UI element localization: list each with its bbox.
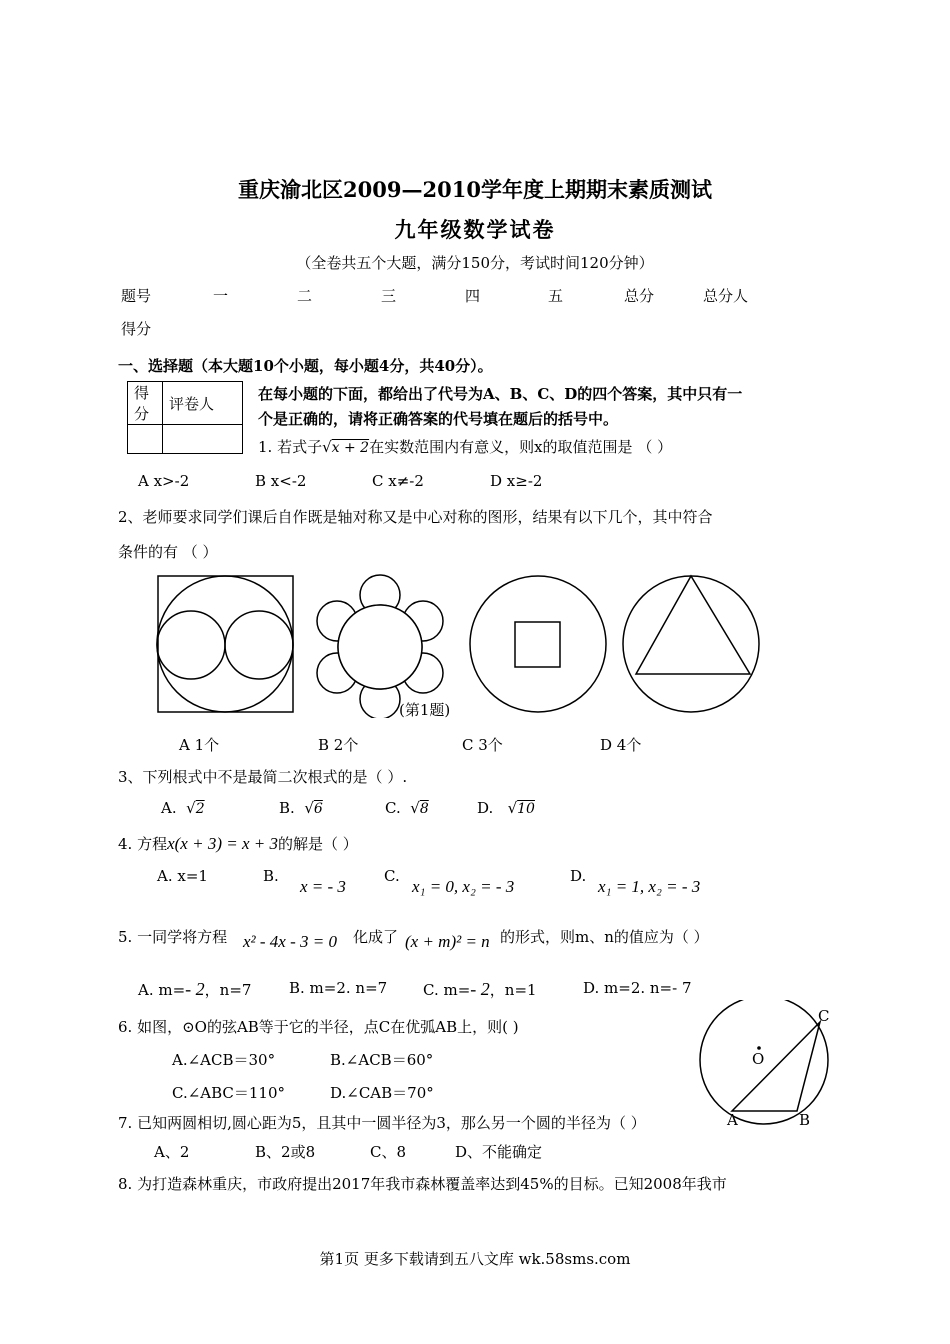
instructions: 在每小题的下面，都给出了代号为A、B、C、D的四个答案，其中只有一 xyxy=(258,385,743,403)
grader-box xyxy=(127,381,243,454)
option-a: A. x=1 xyxy=(157,867,208,885)
grader-name-cell xyxy=(163,425,243,454)
point-a-label: A xyxy=(727,1111,738,1129)
option-a: A、2 xyxy=(154,1143,190,1161)
question-text: 1. 若式子 xyxy=(258,438,323,456)
equation: x(x + 3) = x + 3 xyxy=(167,834,278,853)
score-header-cell: 二 xyxy=(297,287,313,305)
option-d: D. √10 xyxy=(477,799,535,817)
score-row-label: 得分 xyxy=(121,320,152,338)
sqrt-icon: √ xyxy=(507,799,518,817)
question-5-middle: 化成了 xyxy=(353,928,399,946)
score-header-cell: 总分 xyxy=(624,287,655,305)
option-c: C x≠-2 xyxy=(372,472,424,490)
option-b: B. √6 xyxy=(279,799,323,817)
option-d: D 4个 xyxy=(600,736,642,754)
coin-figure xyxy=(470,576,606,712)
question-4: 4. 方程x(x + 3) = x + 3的解是（ ） xyxy=(118,834,358,853)
option-a: A.∠ACB＝30° xyxy=(172,1051,276,1069)
question-7: 7. 已知两圆相切,圆心距为5，且其中一圆半径为3，那么另一个圆的半径为（ ） xyxy=(118,1114,646,1132)
option-b-label: B. xyxy=(263,867,279,885)
point-o-label: O xyxy=(752,1050,765,1068)
option-b: B x<-2 xyxy=(255,472,307,490)
option-a: A. √2 xyxy=(161,799,205,817)
question-2: 2、老师要求同学们课后自作既是轴对称又是中心对称的图形，结果有以下几个，其中符合 xyxy=(118,508,713,526)
option-d-math: x₁ = 1, x₂ = - 3 xyxy=(598,877,701,896)
option-d: D. m=2. n=- 7 xyxy=(583,979,692,997)
question-3: 3、下列根式中不是最简二次根式的是（ ）. xyxy=(118,768,408,786)
option-b: B、2或8 xyxy=(255,1143,316,1161)
score-header-cell: 题号 xyxy=(121,287,152,305)
score-header-cell: 一 xyxy=(213,287,229,305)
option-b: B.∠ACB＝60° xyxy=(330,1051,434,1069)
option-d-label: D. xyxy=(570,867,587,885)
page-footer: 第1页 更多下载请到五八文库 wk.58sms.com xyxy=(319,1250,631,1268)
sqrt-icon: √ xyxy=(186,799,196,817)
option-b: B. m=2. n=7 xyxy=(289,979,388,997)
grader-score-label: 得分 xyxy=(128,382,163,425)
symmetry-figures xyxy=(150,568,790,718)
point-c-label: C xyxy=(818,1007,830,1025)
option-a: A. m=- 2，n=7 xyxy=(138,979,252,999)
score-header-cell: 总分人 xyxy=(703,287,749,305)
question-5-prefix: 5. 一同学将方程 xyxy=(118,928,228,946)
grader-name-label: 评卷人 xyxy=(163,382,243,425)
question-text: 在实数范围内有意义，则x的取值范围是 （ ） xyxy=(369,438,673,456)
triangle-in-circle-figure xyxy=(623,576,759,712)
option-c-math: x₁ = 0, x₂ = - 3 xyxy=(412,877,515,896)
option-b: B 2个 xyxy=(318,736,359,754)
equation: x² - 4x - 3 = 0 xyxy=(243,932,337,951)
exam-title: 重庆渝北区2009—2010学年度上期期末素质测试 xyxy=(238,177,712,202)
square-circles-figure xyxy=(157,576,293,712)
sqrt-icon: √ xyxy=(304,799,314,817)
point-b-label: B xyxy=(799,1111,811,1129)
option-a: A x>-2 xyxy=(138,472,190,490)
flower-figure xyxy=(317,575,443,718)
option-c: C、8 xyxy=(370,1143,407,1161)
score-header-cell: 三 xyxy=(381,287,397,305)
section-heading: 一、选择题（本大题10个小题，每小题4分，共40分）。 xyxy=(118,357,493,375)
sqrt-icon: √ xyxy=(410,799,420,817)
option-b-math: x = - 3 xyxy=(300,877,346,896)
option-c-label: C. xyxy=(384,867,400,885)
instructions: 个是正确的，请将正确答案的代号填在题后的括号中。 xyxy=(258,410,619,428)
option-d: D x≥-2 xyxy=(490,472,543,490)
equation: (x + m)² = n xyxy=(405,932,490,951)
option-a: A 1个 xyxy=(179,736,220,754)
option-c: C 3个 xyxy=(462,736,503,754)
option-c: C. m=- 2，n=1 xyxy=(423,979,537,999)
score-header-cell: 五 xyxy=(548,287,564,305)
question-5-suffix: 的形式，则m、n的值应为（ ） xyxy=(500,928,709,946)
figure-caption: (第1题) xyxy=(399,701,451,719)
question-6: 6. 如图，⊙O的弦AB等于它的半径，点C在优弧AB上，则( ) xyxy=(118,1018,519,1036)
exam-subtitle: 九年级数学试卷 xyxy=(394,217,556,242)
grader-score-cell xyxy=(128,425,163,454)
question-1 xyxy=(258,436,672,457)
score-header-cell: 四 xyxy=(465,287,481,305)
option-c: C. √8 xyxy=(385,799,429,817)
option-d: D、不能确定 xyxy=(455,1143,543,1161)
option-c: C.∠ABC＝110° xyxy=(172,1084,286,1102)
question-2-cont: 条件的有 （ ） xyxy=(118,543,218,561)
exam-note: （全卷共五个大题，满分150分，考试时间120分钟） xyxy=(296,254,654,272)
option-d: D.∠CAB＝70° xyxy=(330,1084,434,1102)
radicand: x + 2 xyxy=(331,440,370,456)
sqrt-icon: √ xyxy=(322,438,332,456)
question-8: 8. 为打造森林重庆，市政府提出2017年我市森林覆盖率达到45%的目标。已知2008年我市 xyxy=(118,1175,727,1193)
